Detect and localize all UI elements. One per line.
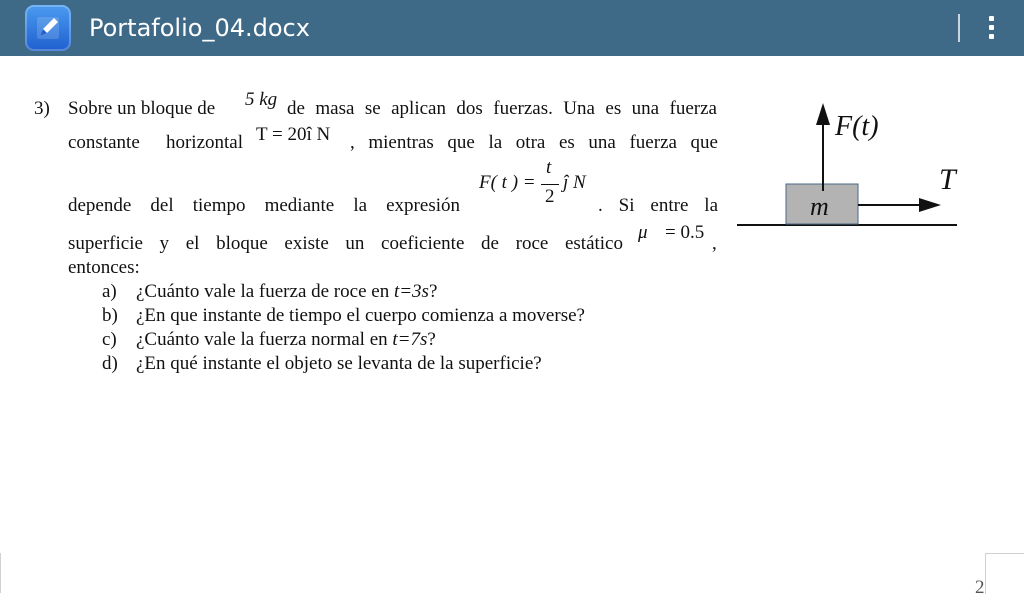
problem-line-3b: . Si entre la — [598, 195, 718, 216]
problem-line-4a: superficie y el bloque existe un coeficiente de roce estático — [68, 233, 623, 254]
force-expression-lhs: F( t ) = — [479, 172, 536, 193]
sub-question-item — [136, 305, 585, 327]
sub-question-item — [136, 329, 436, 351]
problem-line-1b: de masa se aplican dos fuerzas. Una es una fuerza — [287, 98, 717, 119]
force-numerator: t — [546, 157, 552, 178]
tension-arrow-head — [919, 198, 941, 212]
more-options-icon[interactable] — [976, 10, 1006, 46]
mu-symbol: μ — [638, 222, 648, 243]
page-corner-right — [985, 553, 1024, 594]
page-corner-left — [0, 553, 3, 593]
problem-line-2b: , mientras que la otra es una fuerza que — [350, 132, 718, 153]
sub-question-emphasis: t=3s — [393, 281, 429, 302]
problem-line-4b: , — [712, 233, 717, 254]
sub-question-item — [136, 353, 542, 375]
document-title: Portafolio_04.docx — [89, 14, 310, 42]
sub-question-text: ¿Cuánto vale la fuerza de roce en — [136, 281, 394, 302]
tension-expression: T = 20î N — [256, 124, 331, 145]
sub-question-label: a) — [102, 281, 117, 302]
document-app-icon[interactable] — [25, 5, 71, 51]
mass-expression: 5 kg — [245, 89, 278, 110]
force-expression-rhs: ĵ N — [563, 172, 586, 193]
force-denominator: 2 — [545, 186, 555, 207]
sub-question-label: d) — [102, 353, 118, 374]
problem-line-2a: constante horizontal — [68, 132, 243, 153]
fraction-bar — [541, 184, 559, 185]
sub-question-item — [136, 281, 437, 303]
mass-label: m — [810, 192, 829, 221]
app-toolbar — [0, 0, 1024, 56]
sub-question-text-end: ? — [427, 329, 436, 350]
problem-line-1a: Sobre un bloque de — [68, 98, 216, 119]
problem-line-5: entonces: — [68, 257, 140, 278]
problem-number: 3) — [34, 98, 50, 119]
force-label: F(t) — [835, 111, 879, 142]
sub-question-text-end: ? — [428, 281, 438, 302]
sub-question-text: ¿En qué instante el objeto se levanta de la superficie? — [136, 353, 542, 374]
page-number: 2 — [975, 577, 985, 598]
problem-line-3a: depende del tiempo mediante la expresión — [68, 195, 460, 216]
mu-value: = 0.5 — [665, 222, 705, 243]
sub-question-text: ¿En que instante de tiempo el cuerpo comienza a moverse? — [136, 305, 585, 326]
force-arrow-head — [816, 103, 830, 125]
sub-question-label: b) — [102, 305, 118, 326]
tension-label: T — [939, 163, 956, 196]
toolbar-divider — [958, 14, 960, 42]
sub-question-text: ¿Cuánto vale la fuerza normal en — [136, 329, 393, 350]
sub-question-emphasis: t=7s — [392, 329, 428, 350]
sub-question-label: c) — [102, 329, 117, 350]
force-diagram — [735, 95, 965, 240]
